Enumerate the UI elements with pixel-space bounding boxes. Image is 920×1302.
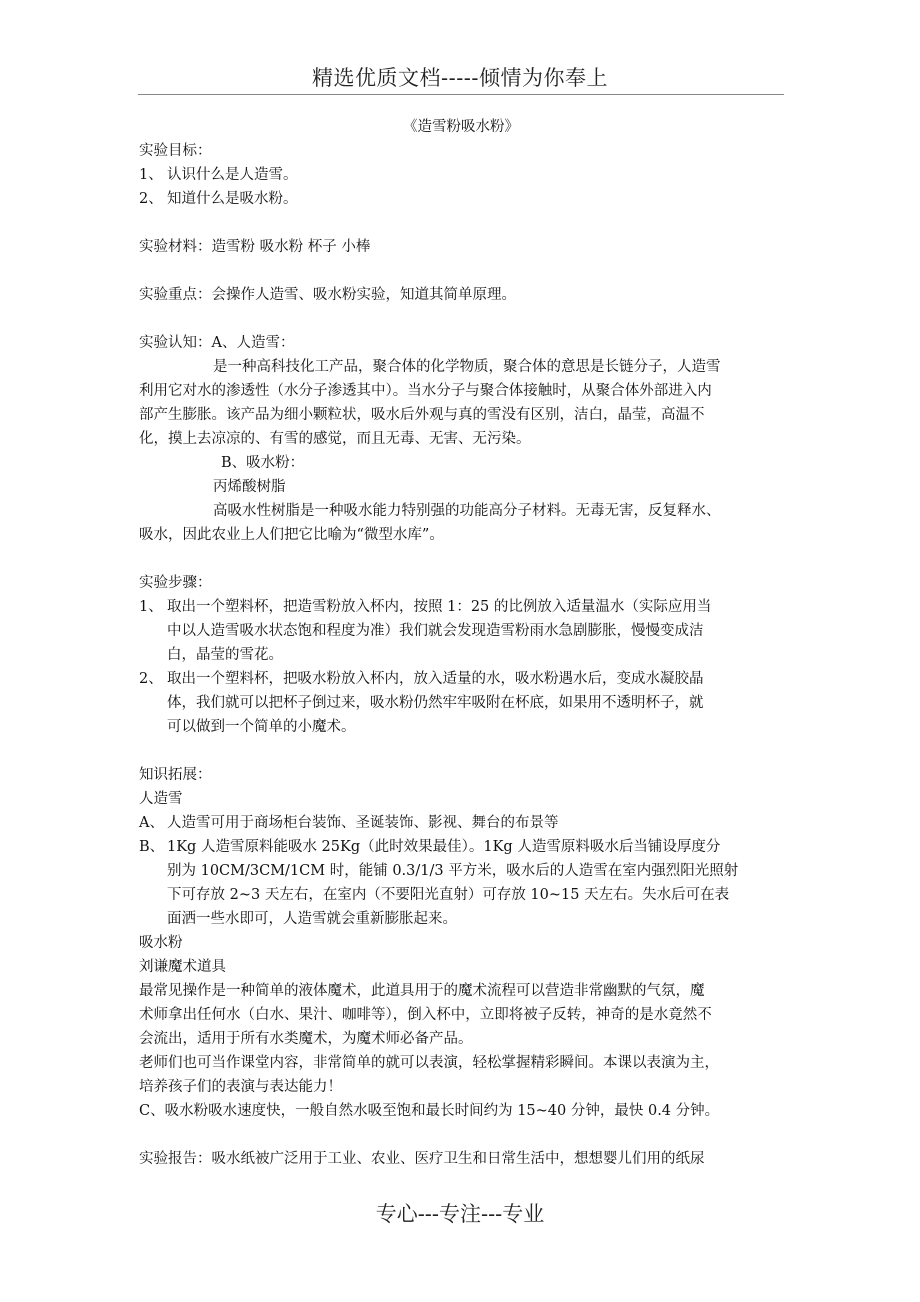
extension-heading: 知识拓展： [139,767,212,783]
materials-line: 实验材料：造雪粉 吸水粉 杯子 小棒 [139,239,371,255]
step-line: 取出一个塑料杯，把造雪粉放入杯内，按照 1：25 的比例放入适量温水（实际应用当 [167,599,712,615]
step-item [139,595,783,667]
powder-material-name: 丙烯酸树脂 [213,479,286,495]
snow-description-line: 利用它对水的渗透性（水分子渗透其中）。当水分子与聚合体接触时，从聚合体外部进入内 [139,383,712,399]
snow-fact-line: 下可存放 2~3 天左右，在室内（不要阳光直射）可存放 10~15 天左右。失水后可在表 [167,887,730,903]
steps-heading: 实验步骤： [139,575,212,591]
snow-fact-line: 人造雪可用于商场柜台装饰、圣诞装饰、影视、舞台的布景等 [167,815,559,831]
snow-fact-letter: B、 [139,839,165,855]
powder-description-line: 高吸水性树脂是一种吸水能力特别强的功能高分子材料。无毒无害，反复释水、 [213,503,721,519]
goal-item [139,187,783,211]
paragraph-line: 会流出，适用于所有水类魔术，为魔术师必备产品。 [139,1031,473,1047]
paragraph-line: C、吸水粉吸水速度快，一般自然水吸至饱和最长时间约为 15~40 分钟，最快 0.4 分钟。 [139,1103,720,1119]
step-line: 可以做到一个简单的小魔术。 [167,719,356,735]
snow-description-line: 化，摸上去凉凉的、有雪的感觉，而且无毒、无害、无污染。 [139,431,531,447]
goal-text: 知道什么是吸水粉。 [167,191,298,207]
focus-line: 实验重点：会操作人造雪、吸水粉实验，知道其简单原理。 [139,287,516,303]
snow-fact-letter: A、 [139,815,164,831]
step-line: 体，我们就可以把杯子倒过来，吸水粉仍然牢牢吸附在杯底，如果用不透明杯子，就 [167,695,704,711]
step-item [139,667,783,739]
snow-description-line: 是一种高科技化工产品，聚合体的化学物质，聚合体的意思是长链分子，人造雪 [213,359,721,375]
snow-fact-item [139,811,783,835]
goal-number: 1、 [139,167,163,183]
goal-item [139,163,783,187]
paragraph-line: 最常见操作是一种简单的液体魔术，此道具用于的魔术流程可以营造非常幽默的气氛，魔 [139,983,705,999]
goal-text: 认识什么是人造雪。 [167,167,298,183]
page-header: 精选优质文档-----倾情为你奉上 [312,66,608,90]
page-footer: 专心---专注---专业 [375,1202,545,1226]
powder-section-heading: 吸水粉 [139,935,183,951]
powder-description-line: 吸水，因此农业上人们把它比喻为“微型水库”。 [139,527,444,543]
header-divider [138,94,784,95]
step-line: 取出一个塑料杯，把吸水粉放入杯内，放入适量的水，吸水粉遇水后，变成水凝胶晶 [167,671,704,687]
document-title: 《造雪粉吸水粉》 [403,119,519,135]
snow-description-line: 部产生膨胀。该产品为细小颗粒状，吸水后外观与真的雪没有区别，洁白，晶莹，高温不 [139,407,705,423]
step-number: 1、 [139,599,163,615]
paragraph-line: 培养孩子们的表演与表达能力！ [139,1079,342,1095]
prop-name: 刘谦魔术道具 [139,959,226,975]
report-line: 实验报告：吸水纸被广泛用于工业、农业、医疗卫生和日常生活中，想想婴儿们用的纸尿 [139,1151,705,1167]
step-line: 白，晶莹的雪花。 [167,647,283,663]
goal-number: 2、 [139,191,163,207]
paragraph-line: 老师们也可当作课堂内容，非常简单的就可以表演，轻松掌握精彩瞬间。本课以表演为主， [139,1055,719,1071]
snow-fact-line: 1Kg 人造雪原料能吸水 25Kg（此时效果最佳）。1Kg 人造雪原料吸水后当铺设厚度分 [167,839,721,855]
cognition-heading: 实验认知：A、人造雪： [139,335,295,351]
goals-heading: 实验目标： [139,143,212,159]
step-line: 中以人造雪吸水状态饱和程度为准）我们就会发现造雪粉雨水急剧膨胀，慢慢变成洁 [167,623,704,639]
snow-fact-line: 面洒一些水即可，人造雪就会重新膨胀起来。 [167,911,457,927]
snow-fact-line: 别为 10CM/3CM/1CM 时，能铺 0.3/1/3 平方米，吸水后的人造雪在室内强烈阳光照射 [167,863,739,879]
snow-fact-item [139,835,783,931]
snow-section-heading: 人造雪 [139,791,183,807]
step-number: 2、 [139,671,163,687]
paragraph-line: 术师拿出任何水（白水、果汁、咖啡等），倒入杯中，立即将被子反转，神奇的是水竟然不 [139,1007,712,1023]
document-body [139,115,783,1171]
powder-subheading: B、吸水粉： [221,455,305,471]
